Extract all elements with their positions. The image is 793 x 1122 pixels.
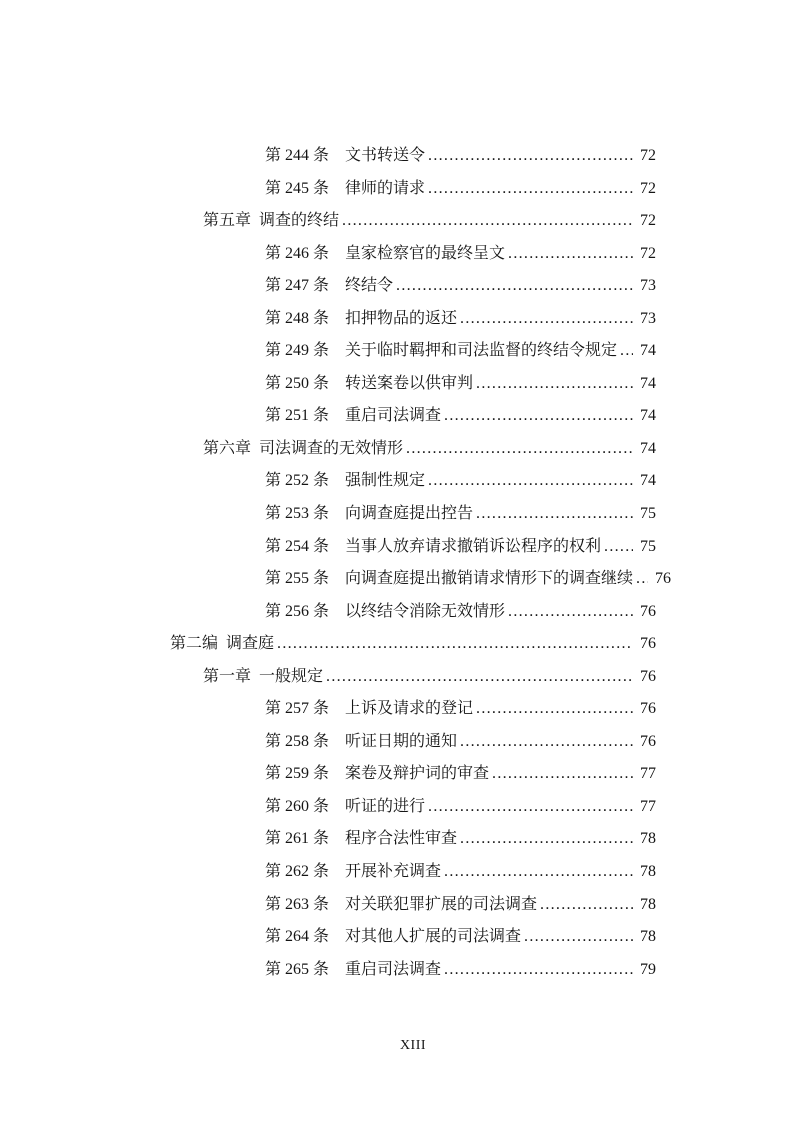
dot-leader bbox=[428, 465, 633, 498]
toc-entry bbox=[170, 205, 656, 238]
toc-entry bbox=[170, 889, 656, 922]
toc-entry-label: 第一章 一般规定 bbox=[203, 667, 324, 685]
toc-entry-label: 第 252 条 强制性规定 bbox=[265, 472, 426, 490]
toc-entry-page: 72 bbox=[640, 244, 656, 262]
toc-entry-label: 第 253 条 向调查庭提出控告 bbox=[265, 505, 474, 523]
dot-leader bbox=[444, 400, 633, 433]
toc-entry bbox=[170, 140, 656, 173]
dot-leader bbox=[428, 140, 633, 173]
dot-leader bbox=[636, 563, 648, 596]
dot-leader bbox=[524, 921, 633, 954]
toc-entry-label: 第 254 条 当事人放弃请求撤销诉讼程序的权利 bbox=[265, 537, 602, 555]
toc-entry bbox=[170, 173, 656, 206]
toc-entry bbox=[170, 954, 656, 987]
dot-leader bbox=[476, 693, 633, 726]
toc-entry-label: 第 249 条 关于临时羁押和司法监督的终结令规定 bbox=[265, 342, 618, 360]
dot-leader bbox=[428, 791, 633, 824]
toc-entry-page: 77 bbox=[640, 797, 656, 815]
toc-entry-page: 78 bbox=[640, 863, 656, 881]
toc-entry-label: 第 262 条 开展补充调查 bbox=[265, 863, 442, 881]
toc-entry-page: 76 bbox=[640, 667, 656, 685]
toc-entry bbox=[170, 433, 656, 466]
toc-entry-label: 第 245 条 律师的请求 bbox=[265, 179, 426, 197]
toc-entry bbox=[170, 726, 656, 759]
toc-entry-label: 第 264 条 对其他人扩展的司法调查 bbox=[265, 928, 522, 946]
toc-entry-label: 第 265 条 重启司法调查 bbox=[265, 960, 442, 978]
dot-leader bbox=[406, 433, 633, 466]
toc-entry-page: 74 bbox=[640, 439, 656, 457]
toc-entry bbox=[170, 628, 656, 661]
dot-leader bbox=[492, 758, 633, 791]
toc-entry bbox=[170, 465, 656, 498]
toc-entry-page: 76 bbox=[655, 570, 672, 588]
toc-entry-label: 第 247 条 终结令 bbox=[265, 277, 394, 295]
toc-entry-page: 72 bbox=[640, 147, 656, 164]
toc-entry-label: 第 259 条 案卷及辩护词的审查 bbox=[265, 765, 490, 783]
dot-leader bbox=[508, 596, 633, 629]
toc-entry-page: 72 bbox=[640, 179, 656, 197]
toc-entry-page: 76 bbox=[640, 700, 656, 718]
toc-entry-page: 75 bbox=[640, 537, 656, 555]
dot-leader bbox=[476, 498, 633, 531]
dot-leader bbox=[444, 856, 633, 889]
dot-leader bbox=[342, 205, 633, 238]
toc-entry-page: 73 bbox=[640, 277, 656, 295]
toc-entry-page: 74 bbox=[640, 407, 656, 425]
toc-entry bbox=[170, 498, 656, 531]
toc-entry-label: 第五章 调查的终结 bbox=[203, 212, 340, 230]
toc-entry bbox=[170, 823, 656, 856]
dot-leader bbox=[604, 531, 633, 564]
toc-entry-page: 78 bbox=[640, 830, 656, 848]
toc-entry bbox=[170, 791, 656, 824]
dot-leader bbox=[277, 628, 633, 661]
toc-entry-label: 第 261 条 程序合法性审查 bbox=[265, 830, 458, 848]
toc-entry-label: 第 250 条 转送案卷以供审判 bbox=[265, 374, 474, 392]
toc-entry bbox=[170, 531, 656, 564]
toc-entry-label: 第 263 条 对关联犯罪扩展的司法调查 bbox=[265, 895, 538, 913]
toc-entry bbox=[170, 661, 656, 694]
page-number-footer: XIII bbox=[399, 1038, 427, 1053]
toc-entry bbox=[170, 596, 656, 629]
toc-entry-label: 第二编 调查庭 bbox=[170, 635, 275, 653]
toc-entry-label: 第 257 条 上诉及请求的登记 bbox=[265, 700, 474, 718]
toc-entry-page: 77 bbox=[640, 765, 656, 783]
toc-entry-page: 74 bbox=[640, 472, 656, 490]
toc-entry-label: 第 248 条 扣押物品的返还 bbox=[265, 309, 458, 327]
toc-entry-page: 76 bbox=[640, 732, 656, 750]
dot-leader bbox=[476, 368, 633, 401]
toc-entry bbox=[170, 856, 656, 889]
toc-entry bbox=[170, 303, 656, 336]
toc-entry-page: 76 bbox=[640, 635, 656, 653]
toc-entry-label: 第六章 司法调查的无效情形 bbox=[203, 439, 404, 457]
dot-leader bbox=[540, 889, 633, 922]
toc-entry bbox=[170, 238, 656, 271]
toc-entry-page: 78 bbox=[640, 895, 656, 913]
toc-entry-page: 79 bbox=[640, 960, 656, 978]
dot-leader bbox=[620, 335, 633, 368]
toc-entry-label: 第 255 条 向调查庭提出撤销请求情形下的调查继续 bbox=[265, 570, 634, 588]
toc-entry-page: 75 bbox=[640, 505, 656, 523]
dot-leader bbox=[460, 823, 633, 856]
dot-leader bbox=[460, 303, 633, 336]
toc-entry-page: 76 bbox=[640, 602, 656, 620]
toc-entry bbox=[170, 921, 656, 954]
dot-leader bbox=[444, 954, 633, 987]
toc-entry-page: 72 bbox=[640, 212, 656, 230]
toc-entry bbox=[170, 758, 656, 791]
toc-entry-label: 第 244 条 文书转送令 bbox=[265, 147, 426, 164]
toc-entry bbox=[170, 270, 656, 303]
toc-entry-page: 74 bbox=[640, 342, 656, 360]
toc-entry bbox=[170, 400, 656, 433]
dot-leader bbox=[326, 661, 633, 694]
toc-entry-label: 第 251 条 重启司法调查 bbox=[265, 407, 442, 425]
toc-entry bbox=[170, 693, 656, 726]
toc-entry bbox=[170, 335, 656, 368]
toc-entry bbox=[170, 563, 672, 596]
dot-leader bbox=[428, 173, 633, 206]
dot-leader bbox=[508, 238, 633, 271]
toc-entry bbox=[170, 368, 656, 401]
toc-list bbox=[170, 140, 672, 986]
toc-entry-label: 第 246 条 皇家检察官的最终呈文 bbox=[265, 244, 506, 262]
toc-entry-page: 78 bbox=[640, 928, 656, 946]
toc-entry-page: 73 bbox=[640, 309, 656, 327]
toc-entry-label: 第 258 条 听证日期的通知 bbox=[265, 732, 458, 750]
dot-leader bbox=[396, 270, 633, 303]
toc-entry-label: 第 260 条 听证的进行 bbox=[265, 797, 426, 815]
dot-leader bbox=[460, 726, 633, 759]
toc-entry-label: 第 256 条 以终结令消除无效情形 bbox=[265, 602, 506, 620]
toc-entry-page: 74 bbox=[640, 374, 656, 392]
